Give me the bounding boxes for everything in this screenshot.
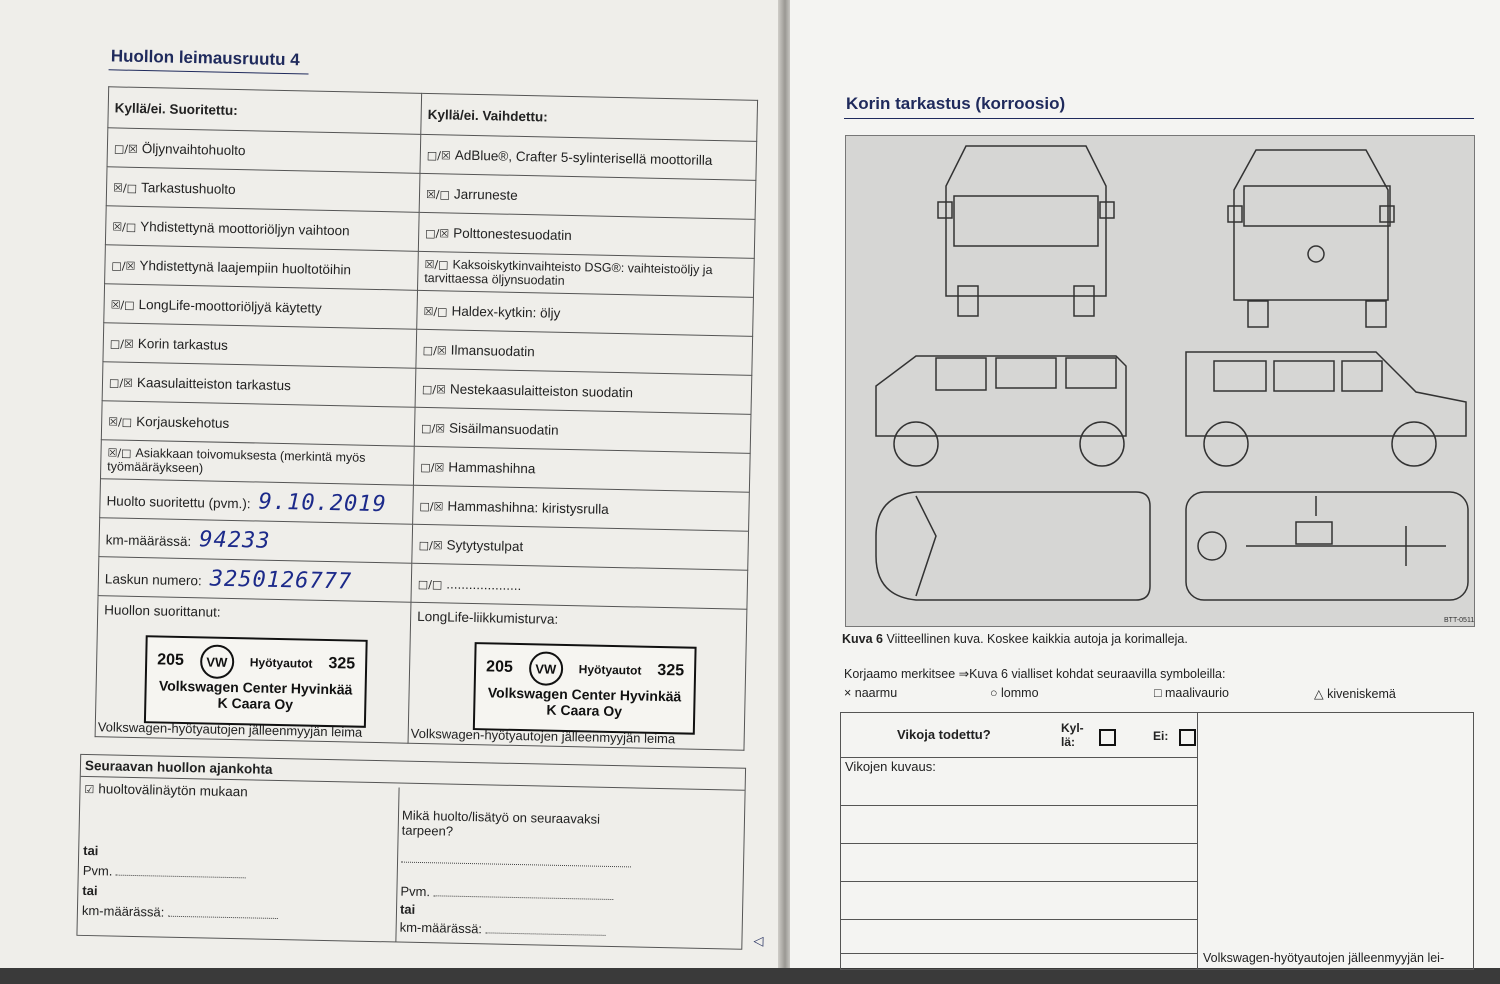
km-value: 94233 bbox=[199, 526, 271, 554]
col1-row-3[interactable]: □/☒ Yhdistettynä laajempiin huoltotöihin bbox=[105, 245, 419, 291]
yes-label: Kyl-lä: bbox=[1061, 721, 1084, 749]
symbol-paint-damage: □ maalivaurio bbox=[1154, 686, 1229, 700]
interval-option[interactable]: ☑ huoltovälinäytön mukaan bbox=[84, 781, 248, 800]
longlife-label: LongLife-liikkumisturva: bbox=[417, 608, 559, 627]
col2-row-1[interactable]: ☒/□ Jarruneste bbox=[419, 173, 756, 219]
col2-row-11[interactable]: □/□ .................... bbox=[411, 563, 748, 609]
description-line-5[interactable] bbox=[841, 953, 1197, 954]
defects-divider bbox=[1197, 713, 1198, 969]
col1-row-2[interactable]: ☒/□ Yhdistettynä moottoriöljyn vaihtoon bbox=[105, 206, 419, 252]
van-top-view bbox=[876, 492, 1150, 600]
description-line-2[interactable] bbox=[841, 843, 1197, 844]
title-underline bbox=[109, 69, 309, 74]
col2-row-8[interactable]: □/☒ Hammashihna bbox=[413, 446, 750, 492]
defects-question: Vikoja todettu? bbox=[897, 727, 991, 742]
col1-row-5[interactable]: □/☒ Korin tarkastus bbox=[103, 323, 417, 369]
dealer-stamp-2: 205 VW Hyötyautot 325 Volkswagen Center Hyvinkää K Caara Oy bbox=[473, 642, 697, 735]
van-side-view-left bbox=[876, 356, 1126, 436]
invoice-cell[interactable]: Laskun numero: 3250126777 bbox=[98, 557, 412, 603]
next-km-field[interactable]: km-määrässä: bbox=[82, 903, 278, 922]
col2-row-3[interactable]: ☒/□ Kaksoiskytkinvaihteisto DSG®: vaihteistoöljy ja tarvittaessa öljynsuodatin bbox=[418, 251, 755, 297]
defects-description-label: Vikojen kuvaus: bbox=[845, 759, 936, 774]
vw-logo-icon: VW bbox=[200, 644, 235, 679]
col1-row-4[interactable]: ☒/□ LongLife-moottoriöljyä käytetty bbox=[104, 284, 418, 330]
performer-cell bbox=[95, 596, 411, 744]
or-label-1: tai bbox=[83, 842, 99, 859]
vw-logo-icon: VW bbox=[528, 651, 563, 686]
col2-row-4[interactable]: ☒/□ Haldex-kytkin: öljy bbox=[417, 290, 754, 336]
van-front-view bbox=[1234, 150, 1388, 300]
figure-caption: Kuva 6 Viitteellinen kuva. Koskee kaikkia autoja ja korimalleja. bbox=[842, 632, 1188, 646]
defects-box bbox=[840, 712, 1474, 970]
next-service-box bbox=[76, 754, 764, 950]
stamp-box-title: Huollon leimausruutu 4 bbox=[110, 46, 300, 70]
continue-arrow-icon: ◁ bbox=[753, 932, 764, 949]
right-page bbox=[790, 0, 1500, 968]
or-label-3: tai bbox=[399, 901, 416, 917]
dealer-stamp-footer: Volkswagen-hyötyautojen jälleenmyyjän lei- bbox=[1203, 951, 1445, 965]
col1-row-1[interactable]: ☒/□ Tarkastushuolto bbox=[106, 167, 420, 213]
performer-label: Huollon suorittanut: bbox=[104, 602, 221, 620]
col2-row-2[interactable]: □/☒ Polttonestesuodatin bbox=[418, 212, 755, 258]
no-checkbox[interactable] bbox=[1179, 729, 1196, 746]
next-work-field[interactable] bbox=[401, 850, 631, 873]
col2-row-5[interactable]: □/☒ Ilmansuodatin bbox=[416, 329, 753, 375]
or-label-2: tai bbox=[82, 882, 98, 899]
van-rear-view bbox=[946, 146, 1106, 296]
col1-row-7[interactable]: ☒/□ Korjauskehotus bbox=[101, 401, 415, 447]
stamp-caption-2: Volkswagen-hyötyautojen jälleenmyyjän leima bbox=[410, 725, 676, 747]
description-line-3[interactable] bbox=[841, 881, 1197, 882]
description-line-1[interactable] bbox=[841, 805, 1197, 806]
no-label: Ei: bbox=[1153, 729, 1169, 743]
next-divider bbox=[395, 788, 399, 942]
longlife-cell bbox=[408, 602, 747, 750]
col1-row-8[interactable]: ☒/□ Asiakkaan toivomuksesta (merkintä myös työmääräykseen) bbox=[100, 440, 414, 486]
next-service-title: Seuraavan huollon ajankohta bbox=[81, 755, 745, 791]
service-date-cell[interactable]: Huolto suoritettu (pvm.): 9.10.2019 bbox=[100, 479, 414, 525]
col1-row-0[interactable]: □/☒ Öljynvaihtohuolto bbox=[107, 128, 421, 174]
col2-header: Kyllä/ei. Vaihdettu: bbox=[421, 93, 758, 141]
col2-row-9[interactable]: □/☒ Hammashihna: kiristysrulla bbox=[413, 485, 750, 531]
dealer-stamp-1: 205 VW Hyötyautot 325 Volkswagen Center Hyvinkää K Caara Oy bbox=[144, 635, 368, 728]
symbol-instruction: Korjaamo merkitsee ⇒Kuva 6 vialliset kohdat seuraavilla symboleilla: bbox=[844, 667, 1226, 681]
van-side-view-right bbox=[1186, 352, 1466, 436]
description-line-4[interactable] bbox=[841, 919, 1197, 920]
next-km2-field[interactable]: km-määrässä: bbox=[400, 920, 606, 939]
invoice-value: 3250126777 bbox=[209, 566, 353, 594]
col2-row-7[interactable]: □/☒ Sisäilmansuodatin bbox=[414, 407, 751, 453]
symbol-dent: ○ lommo bbox=[990, 686, 1039, 700]
col2-row-0[interactable]: □/☒ AdBlue®, Crafter 5-sylinterisellä moottorilla bbox=[420, 134, 757, 180]
vehicle-diagram bbox=[845, 135, 1475, 627]
corrosion-title: Korin tarkastus (korroosio) bbox=[846, 94, 1066, 113]
km-cell[interactable]: km-määrässä: 94233 bbox=[99, 518, 413, 564]
col2-row-6[interactable]: □/☒ Nestekaasulaitteiston suodatin bbox=[415, 368, 752, 414]
col1-row-6[interactable]: □/☒ Kaasulaitteiston tarkastus bbox=[102, 362, 416, 408]
figure-code: BTT-0511 bbox=[1444, 617, 1474, 624]
next-pvm2-field[interactable]: Pvm. bbox=[400, 884, 614, 903]
corrosion-title-underline bbox=[844, 118, 1474, 119]
symbol-stone-chip: △ kiveniskemä bbox=[1314, 687, 1396, 701]
service-date-value: 9.10.2019 bbox=[258, 489, 388, 517]
service-table bbox=[95, 86, 758, 750]
next-question: Mikä huolto/lisätyö on seuraavaksi tarpeen? bbox=[401, 807, 601, 839]
col1-header: Kyllä/ei. Suoritettu: bbox=[108, 87, 422, 135]
defects-header bbox=[841, 713, 1198, 758]
col2-row-10[interactable]: □/☒ Sytytystulpat bbox=[412, 524, 749, 570]
yes-checkbox[interactable] bbox=[1099, 729, 1116, 746]
van-outline-drawings bbox=[846, 136, 1474, 626]
stamp-caption-1: Volkswagen-hyötyautojen jälleenmyyjän leima bbox=[97, 719, 363, 740]
symbol-scratch: × naarmu bbox=[844, 686, 898, 700]
next-pvm-field[interactable]: Pvm. bbox=[83, 863, 247, 881]
